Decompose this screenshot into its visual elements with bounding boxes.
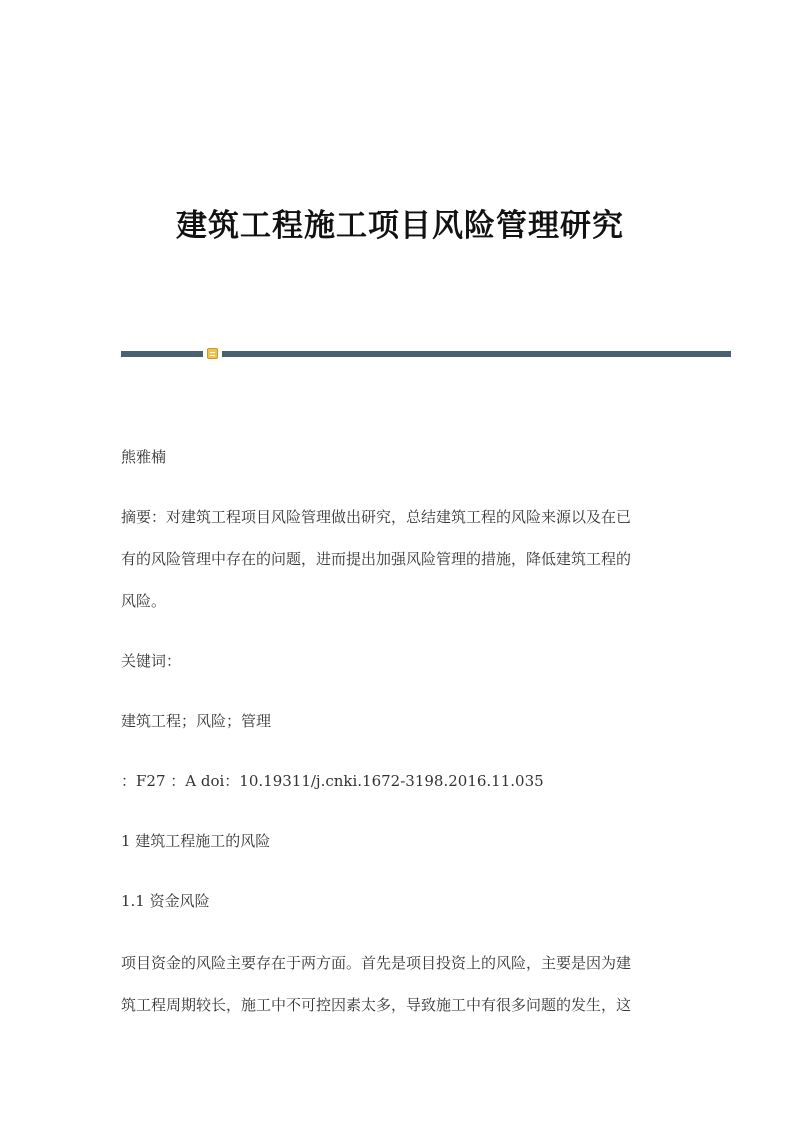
- page-title: 建筑工程施工项目风险管理研究: [176, 208, 624, 244]
- divider-bar-left: [121, 351, 203, 357]
- body-line: 筑工程周期较长，施工中不可控因素太多，导致施工中有很多问题的发生，这: [121, 996, 632, 1014]
- section-heading: 1 建筑工程施工的风险: [121, 832, 271, 850]
- divider-bar-right: [222, 351, 731, 357]
- keywords: 建筑工程；风险；管理: [121, 712, 272, 730]
- keywords-label: 关键词：: [121, 652, 182, 670]
- abstract-line: 有的风险管理中存在的问题，进而提出加强风险管理的措施，降低建筑工程的: [121, 550, 632, 568]
- document-tag-icon: [207, 348, 218, 359]
- classification-doi: ：F27 ：A doi：10.19311/j.cnki.1672-3198.2016.11.035: [121, 772, 544, 790]
- subsection-heading: 1.1 资金风险: [121, 892, 210, 910]
- author: 熊雅楠: [121, 448, 167, 466]
- body-line: 项目资金的风险主要存在于两方面。首先是项目投资上的风险，主要是因为建: [121, 954, 632, 972]
- abstract-line: 风险。: [121, 592, 167, 610]
- title-divider: [121, 348, 731, 360]
- abstract-line: 摘要：对建筑工程项目风险管理做出研究，总结建筑工程的风险来源以及在已: [121, 508, 632, 526]
